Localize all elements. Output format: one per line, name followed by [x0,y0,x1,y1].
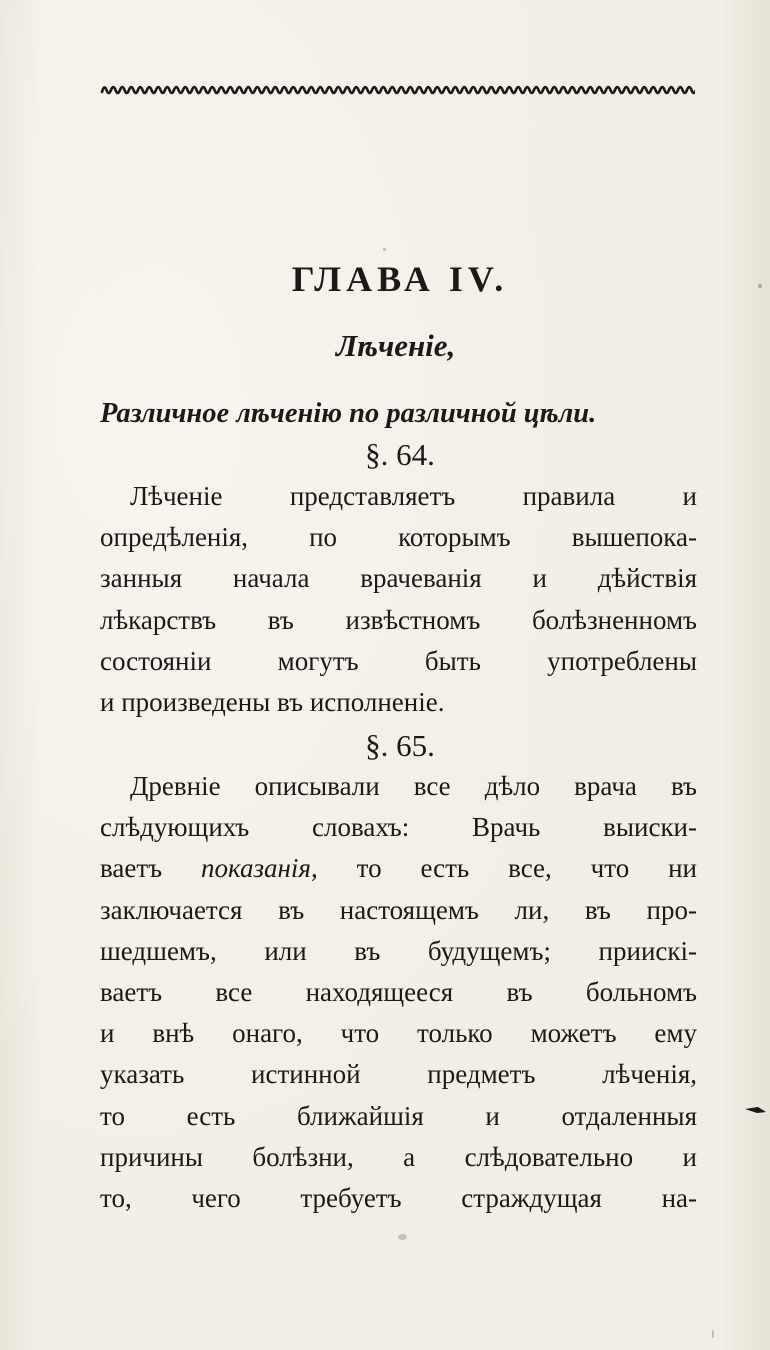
text-line: опредѣленія, по которымъ вышепока- [100,522,697,553]
text-line: Лѣченіе представляетъ правила и [130,481,697,511]
text-line: то, чего требуетъ страждущая на- [100,1182,697,1213]
text-line: указать истинной предметъ лѣченія, [100,1059,697,1090]
ink-mark [744,1103,768,1117]
text-line: ваетъ все находящееся въ больномъ [100,976,697,1007]
ornamental-rule [100,80,695,100]
paper-speck [398,1234,407,1240]
paper-speck [758,284,762,288]
text-line: и внѣ онаго, что только можетъ ему [100,1018,697,1049]
text-run: ваетъ [100,853,202,884]
chapter-subtitle: Лѣченіе, [336,328,456,363]
text-line: занныя начала врачеванія и дѣйствія [100,563,697,594]
text-line: лѣкарствъ въ извѣстномъ болѣзненномъ [100,604,697,635]
chapter-heading: Различное лѣченію по различной цѣли. [100,398,597,429]
text-run: то есть все, что ни [317,853,697,884]
paragraph-65 [100,766,697,1219]
paper-speck [712,1330,714,1338]
section-number-65: §. 65. [365,728,435,763]
text-line: то есть ближайшія и отдаленныя [100,1100,697,1131]
emphasized-word: показанія, [201,853,318,884]
text-line: Древніе описывали все дѣло врача въ [130,771,697,801]
text-line: и произведены въ исполненіе. [100,686,445,717]
paper-speck [383,248,386,251]
section-number-64: §. 64. [365,437,435,472]
text-line-with-emphasis [100,848,697,889]
text-line: заключается въ настоящемъ ли, въ про- [100,894,697,925]
text-line: причины болѣзни, а слѣдовательно и [100,1141,697,1172]
paragraph-64 [100,476,697,723]
text-line: состояніи могутъ быть употреблены [100,645,697,676]
text-line: шедшемъ, или въ будущемъ; приискі- [100,935,697,966]
text-line: слѣдующихъ словахъ: Врачь выиски- [100,812,697,843]
chapter-title: ГЛАВА IV. [291,259,509,299]
